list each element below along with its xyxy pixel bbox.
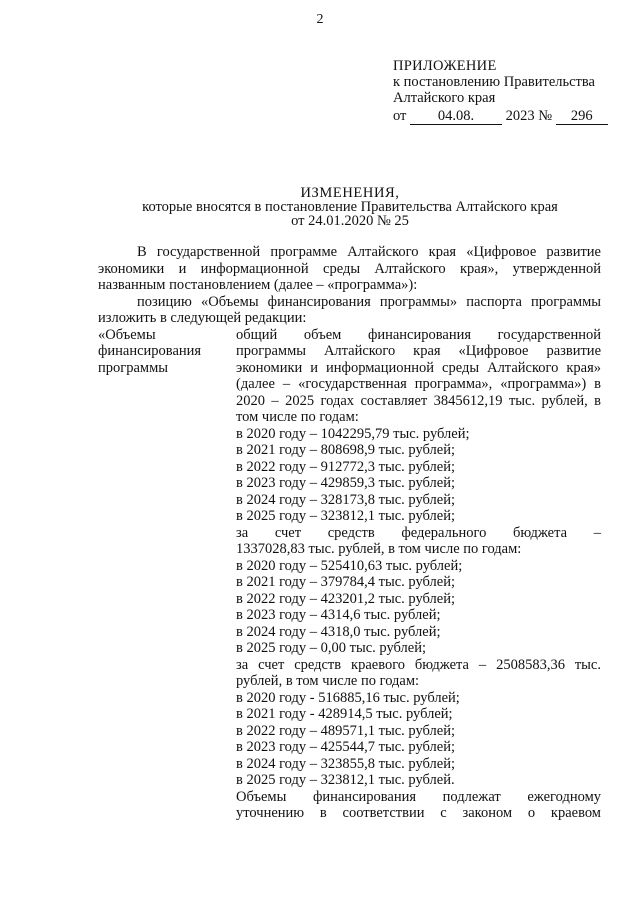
table-line: в 2024 году – 4318,0 тыс. рублей; (236, 623, 441, 640)
decree-date: 04.08. (410, 109, 502, 125)
appendix-date-line (393, 108, 608, 125)
document-body (98, 244, 601, 822)
table-line: в 2025 году – 323812,1 тыс. рублей; (236, 508, 456, 524)
table-line: в 2022 году – 489571,1 тыс. рублей; (236, 722, 456, 739)
table-line: программы Алтайского края «Цифровое развитие (236, 343, 601, 359)
table-line: уточнению в соответствии с законом о краевом (236, 805, 601, 821)
table-line: в 2021 году – 808698,9 тыс. рублей; (236, 442, 456, 458)
appendix-block (393, 58, 608, 125)
table-line: в 2023 году – 425544,7 тыс. рублей; (236, 739, 456, 755)
date-prefix: от (393, 108, 407, 124)
heading-line-1: которые вносятся в постановление Правительства Алтайского края (142, 199, 558, 215)
decree-year-number-label: 2023 № (505, 108, 553, 124)
table-line: экономики и информационной среды Алтайского края» (236, 359, 601, 376)
table-line: в 2022 году – 912772,3 тыс. рублей; (236, 458, 456, 475)
table-line: в 2023 году – 429859,3 тыс. рублей; (236, 475, 456, 491)
table-line: в 2020 году - 516885,16 тыс. рублей; (236, 689, 460, 706)
table-line: за счет средств федерального бюджета – (236, 524, 601, 541)
decree-number: 296 (556, 109, 608, 125)
left-label-line: «Объемы (98, 326, 156, 343)
financing-table (98, 327, 601, 822)
table-line: в 2024 году – 323855,8 тыс. рублей; (236, 755, 456, 772)
table-line: в 2024 году – 328173,8 тыс. рублей; (236, 491, 456, 508)
table-line: в 2022 году – 423201,2 тыс. рублей; (236, 590, 456, 607)
paragraph-1: В государственной программе Алтайского края «Цифровое развитие экономики и информационной среды Алтайского края», утвержденной названным постановлением (далее – «программа»): (98, 244, 601, 293)
table-line: рублей, в том числе по годам: (236, 673, 420, 689)
table-line: том числе по годам: (236, 409, 359, 425)
table-line: в 2021 году – 379784,4 тыс. рублей; (236, 574, 456, 590)
document-heading (100, 186, 600, 228)
table-line: в 2021 году - 428914,5 тыс. рублей; (236, 706, 453, 722)
table-line: Объемы финансирования подлежат ежегодному (236, 788, 601, 805)
appendix-line-1: к постановлению Правительства (393, 74, 595, 90)
table-line: в 2025 году – 0,00 тыс. рублей; (236, 640, 427, 656)
table-line: 1337028,83 тыс. рублей, в том числе по годам: (236, 541, 522, 557)
paragraph-2: позицию «Объемы финансирования программы» паспорта программы изложить в следующей редакции: (98, 293, 601, 326)
left-label-line: финансирования (98, 343, 202, 359)
table-line: в 2025 году – 323812,1 тыс. рублей. (236, 772, 455, 788)
table-line: за счет средств краевого бюджета – 2508583,36 тыс. (236, 656, 601, 673)
heading-title: ИЗМЕНЕНИЯ, (300, 185, 400, 201)
table-line: общий объем финансирования государственной (236, 326, 601, 343)
table-line: в 2020 году – 525410,63 тыс. рублей; (236, 557, 463, 574)
heading-line-2: от 24.01.2020 № 25 (291, 213, 409, 229)
table-left-column (98, 327, 236, 822)
table-line: в 2023 году – 4314,6 тыс. рублей; (236, 607, 441, 623)
table-line: (далее – «государственная программа», «программа») в (236, 376, 601, 392)
table-right-column (236, 327, 601, 822)
table-line: в 2020 году – 1042295,79 тыс. рублей; (236, 425, 470, 442)
left-label-line: программы (98, 359, 168, 376)
page-number: 2 (316, 12, 324, 27)
appendix-line-2: Алтайского края (393, 90, 496, 106)
appendix-title: ПРИЛОЖЕНИЕ (393, 58, 497, 74)
table-line: 2020 – 2025 годах составляет 3845612,19 тыс. рублей, в (236, 392, 601, 409)
